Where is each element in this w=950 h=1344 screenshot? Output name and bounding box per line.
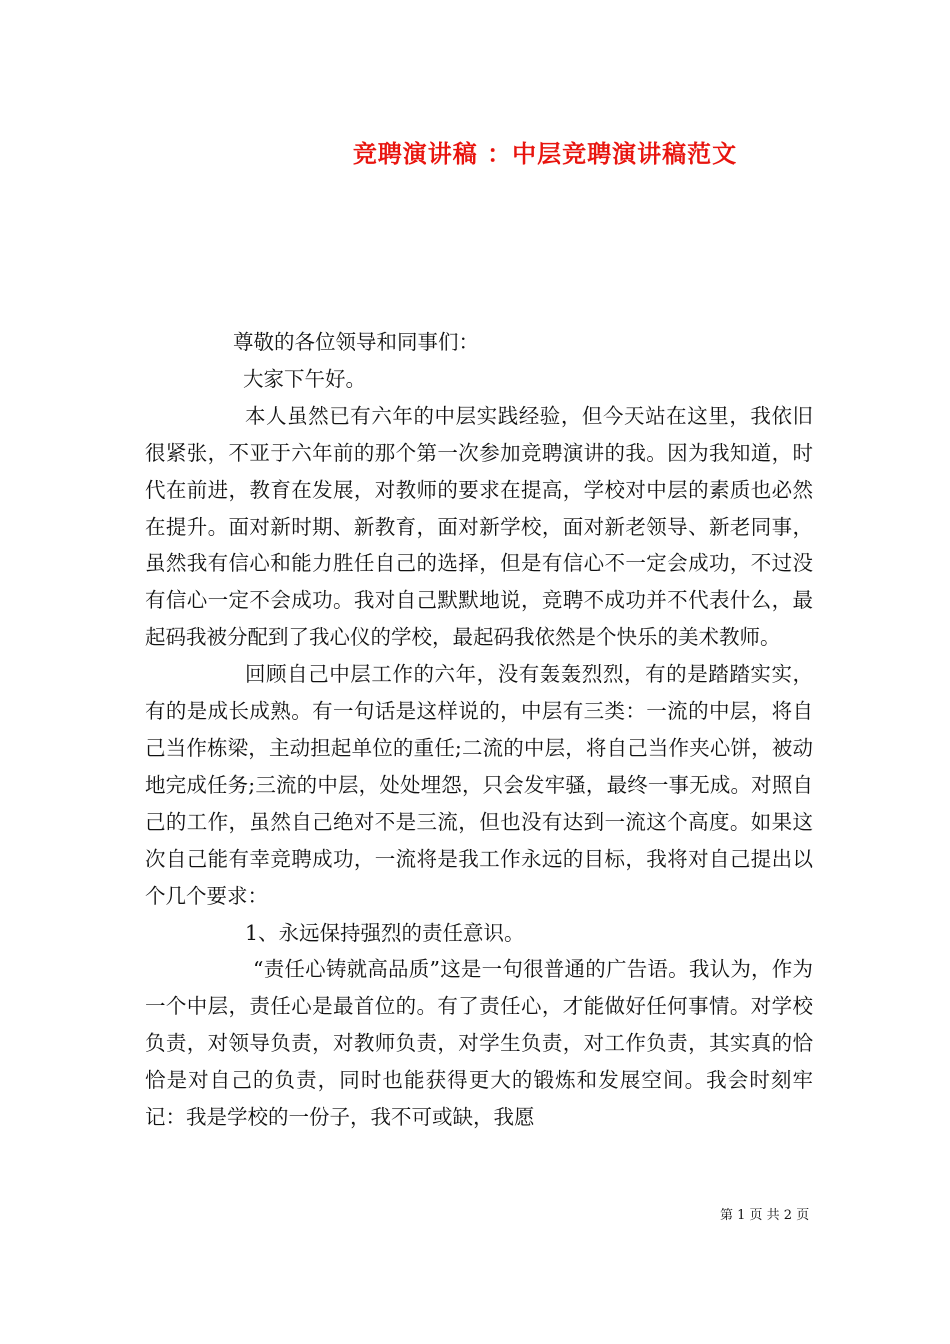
- list-item-1: 1、永远保持强烈的责任意识。: [245, 920, 525, 945]
- body-paragraph-2: 回顾自己中层工作的六年，没有轰轰烈烈，有的是踏踏实实，有的是成长成熟。有一句话是这样说的，中层有三类：一流的中层，将自己当作栋梁，主动担起单位的重任;二流的中层，将自己当作夹心饼，被动地完成任务;三流的中层，处处埋怨，只会发牢骚，最终一事无成。对照自己的工作，虽然自己绝对不是三流，但也没有达到一流这个高度。如果这次自己能有幸竞聘成功，一流将是我工作永远的目标，我将对自己提出以个几个要求：: [145, 662, 813, 908]
- greeting-paragraph: 大家下午好。: [243, 366, 366, 391]
- body-paragraph-1: 本人虽然已有六年的中层实践经验，但今天站在这里，我依旧很紧张，不亚于六年前的那个第一次参加竞聘演讲的我。因为我知道，时代在前进，教育在发展，对教师的要求在提高，学校对中层的素质也必然在提升。面对新时期、新教育，面对新学校，面对新老领导、新老同事，虽然我有信心和能力胜任自己的选择，但是有信心不一定会成功，不过没有信心一定不会成功。我对自己默默地说，竞聘不成功并不代表什么，最起码我被分配到了我心仪的学校，最起码我依然是个快乐的美术教师。: [145, 403, 813, 650]
- salutation-paragraph: 尊敬的各位领导和同事们：: [233, 330, 479, 354]
- document-body: [145, 324, 813, 1136]
- page-number-footer: 第 1 页 共 2 页: [720, 1208, 810, 1223]
- body-paragraph-3: “责任心铸就高品质”这是一句很普通的广告语。我认为，作为一个中层，责任心是最首位的。有了责任心，才能做好任何事情。对学校负责，对领导负责，对教师负责，对学生负责，对工作负责，其实真的恰恰是对自己的负责，同时也能获得更大的锻炼和发展空间。我会时刻牢记：我是学校的一份子，我不可或缺，我愿: [145, 957, 813, 1130]
- document-title: 竞聘演讲稿 ：中层竞聘演讲稿范文: [352, 139, 738, 168]
